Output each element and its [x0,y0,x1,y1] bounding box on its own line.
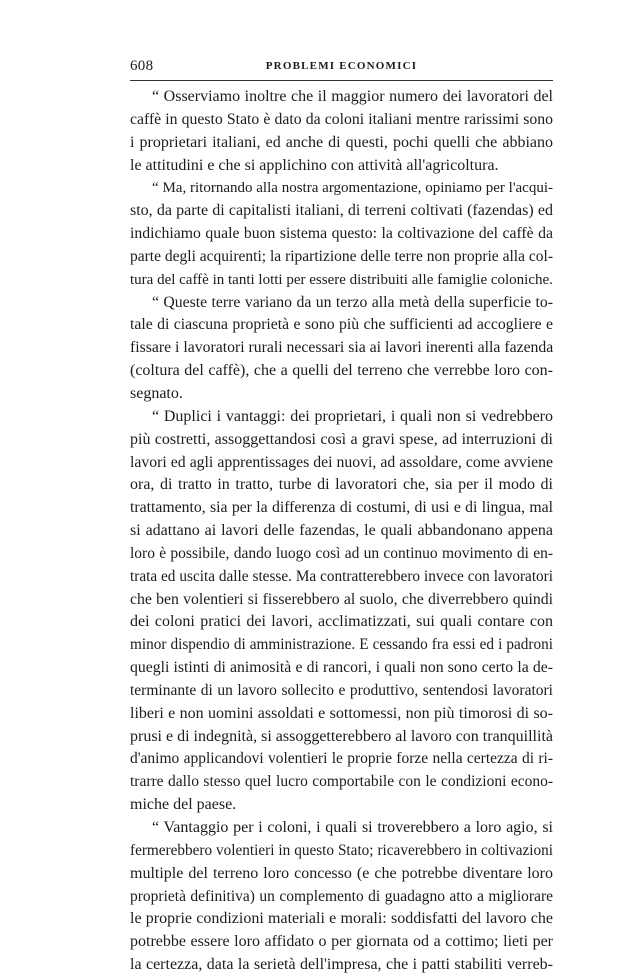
running-title: PROBLEMI ECONOMICI [265,60,418,72]
text-line: segnato. [130,384,183,402]
text-line: liberi e non uomini assoldati e sottomessi, non più timorosi di so- [130,704,553,722]
page-number: 608 [130,58,154,74]
text-line: “ Vantaggio per i coloni, i quali si troverebbero a loro agio, si [152,819,553,836]
text-line: sto, da parte di capitalisti italiani, di terreni coltivati (fazendas) ed [130,202,553,220]
text-line: lavori ed agli apprentissages dei nuovi, ad assoldare, come avviene [130,453,553,471]
text-line: i proprietari italiani, ed anche di questi, pochi quelli che abbiano [130,133,553,151]
text-line: che ben volentieri si fisserebbero al suolo, che diverrebbero quindi [130,590,553,608]
text-line: ora, di tratto in tratto, turbe di lavoratori che, sia per il modo di [130,476,553,494]
page-header [130,58,553,80]
text-line: multiple del terreno loro concesso (e che potrebbe diventare loro [130,864,553,882]
text-line: caffè in questo Stato è dato da coloni italiani mentre rarissimi sono [130,110,553,128]
text-line: più costretti, assoggettandosi così a gravi spese, ad interruzioni di [130,430,553,448]
text-line: “ Osserviamo inoltre che il maggior numero dei lavoratori del [152,88,553,105]
text-line: parte degli acquirenti; la ripartizione delle terre non proprie alla col- [130,247,553,265]
text-line: le proprie condizioni materiali e morali: soddisfatti del lavoro che [130,910,553,928]
text-line: quegli istinti di animosità e di rancori, i quali non sono certo la de- [130,659,553,677]
text-line: “ Ma, ritornando alla nostra argomentazione, opiniamo per l'acqui- [152,180,553,197]
text-line: loro è possibile, dando luogo così ad un continuo movimento di en- [130,544,553,562]
text-line: potrebbe essere loro affidato o per giornata od a cottimo; lieti per [130,933,553,951]
text-line: trata ed uscita dalle stesse. Ma contratterebbero invece con lavoratori [130,567,553,585]
header-rule [130,80,553,81]
text-line: “ Queste terre variano da un terzo alla metà della superficie to- [152,293,553,311]
text-line: miche del paese. [130,796,237,814]
text-line: terminante di un lavoro sollecito e produttivo, sentendosi lavoratori [130,681,553,699]
text-line: proprietà definitiva) un complemento di guadagno atto a migliorare [130,887,553,905]
text-line: le attitudini e che si applichino con attività all'agricoltura. [130,156,499,174]
text-line: fermerebbero volentieri in questo Stato; ricaverebbero in coltivazioni [130,841,553,859]
text-line: trattamento, sia per la differenza di costumi, di usi e di lingua, mal [130,499,553,517]
text-line: prusi e di indegnità, si assoggetterebbero al lavoro con tranquillità [130,727,553,745]
text-line: trarre dallo stesso quel lucro comportabile con le condizioni econo- [130,773,553,791]
text-line: la certezza, data la serietà dell'impresa, che i patti stabiliti verreb- [130,956,553,974]
text-line: si adattano ai lavori delle fazendas, le quali abbandonano appena [130,522,553,540]
text-line: tura del caffè in tanti lotti per essere distribuiti alle famiglie coloniche. [130,271,553,288]
text-line: dei coloni pratici dei lavori, acclimatizzati, sui quali contare con [130,613,553,631]
text-line: (coltura del caffè), che a quelli del terreno che verrebbe loro con- [130,362,553,380]
body-text [130,86,553,977]
text-line: indichiamo quale buon sistema questo: la coltivazione del caffè da [130,225,553,243]
text-line: tale di ciascuna proprietà e sono più che sufficienti ad accogliere e [130,316,553,334]
text-line: fissare i lavoratori rurali necessari sia ai lavori inerenti alla fazenda [130,339,554,357]
text-line: “ Duplici i vantaggi: dei proprietari, i quali non si vedrebbero [152,407,553,425]
text-line: d'animo applicandovi volentieri le proprie forze nella certezza di ri- [130,750,553,768]
text-line: minor dispendio di amministrazione. E cessando fra essi ed i padroni [130,636,553,654]
